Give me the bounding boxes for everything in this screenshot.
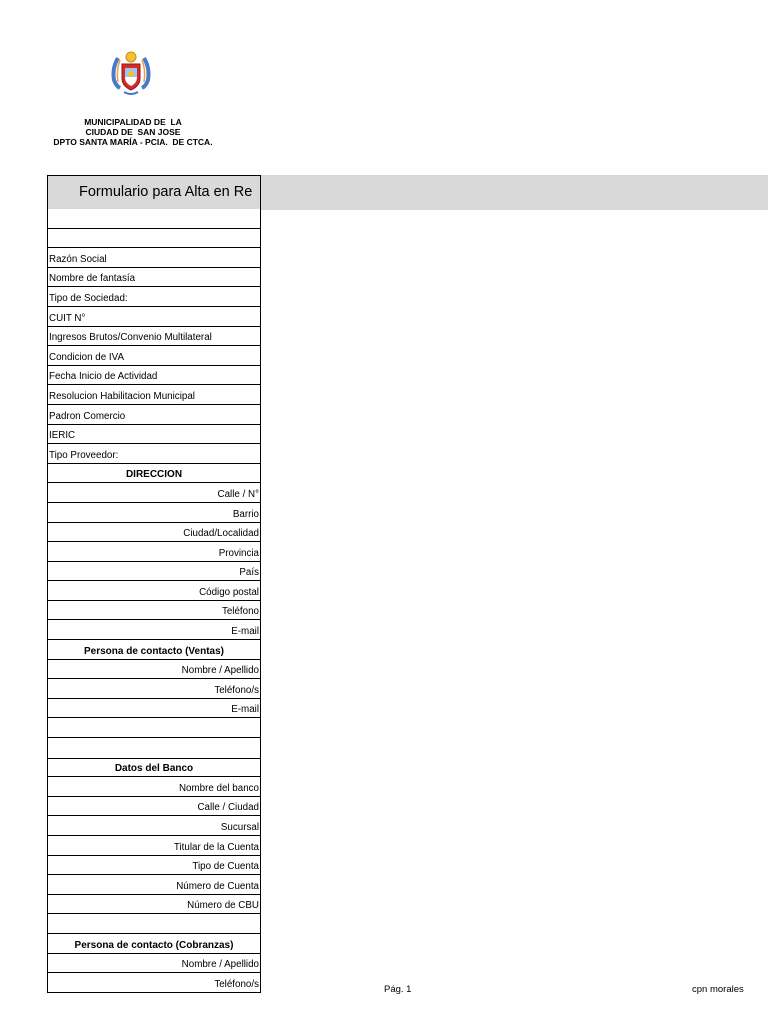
form-field-row[interactable]: Tipo Proveedor: — [47, 444, 261, 464]
organization-name — [40, 117, 226, 147]
form-field-row[interactable]: Padron Comercio — [47, 405, 261, 425]
form-field-row[interactable]: E-mail — [47, 699, 261, 719]
title-band — [260, 175, 768, 210]
form-field-row[interactable]: Fecha Inicio de Actividad — [47, 366, 261, 386]
form-field-row[interactable]: Nombre del banco — [47, 777, 261, 797]
form-field-row[interactable]: Tipo de Sociedad: — [47, 287, 261, 307]
section-header: Persona de contacto (Cobranzas) — [47, 934, 261, 954]
page-number: Pág. 1 — [384, 984, 412, 995]
blank-row — [47, 718, 261, 738]
form-field-row[interactable]: Calle / N° — [47, 483, 261, 503]
form-field-row[interactable]: Sucursal — [47, 816, 261, 836]
form-field-row[interactable]: CUIT N° — [47, 307, 261, 327]
form-field-row[interactable]: Ingresos Brutos/Convenio Multilateral — [47, 327, 261, 347]
form-field-row[interactable]: Nombre / Apellido — [47, 660, 261, 680]
form-field-row[interactable]: Calle / Ciudad — [47, 797, 261, 817]
form-title-cell — [47, 175, 261, 209]
blank-row — [47, 229, 261, 249]
org-line: CIUDAD DE SAN JOSE — [85, 127, 181, 137]
form-field-row[interactable]: Titular de la Cuenta — [47, 836, 261, 856]
form-field-row[interactable]: Condicion de IVA — [47, 346, 261, 366]
form-field-row[interactable]: Nombre de fantasía — [47, 268, 261, 288]
section-header: Persona de contacto (Ventas) — [47, 640, 261, 660]
blank-row — [47, 914, 261, 934]
form-field-row[interactable]: IERIC — [47, 425, 261, 445]
org-line: MUNICIPALIDAD DE LA — [84, 117, 182, 127]
form-field-row[interactable]: Número de Cuenta — [47, 875, 261, 895]
form-field-row[interactable]: Número de CBU — [47, 895, 261, 915]
blank-row — [47, 738, 261, 758]
footer-author: cpn morales — [692, 984, 744, 995]
form-table — [47, 209, 261, 993]
form-field-row[interactable]: País — [47, 562, 261, 582]
form-field-row[interactable]: Tipo de Cuenta — [47, 856, 261, 876]
form-title: Formulario para Alta en Re — [79, 184, 253, 200]
form-field-row[interactable]: Teléfono/s — [47, 973, 261, 993]
form-field-row[interactable]: Provincia — [47, 542, 261, 562]
form-field-row[interactable]: Nombre / Apellido — [47, 954, 261, 974]
form-field-row[interactable]: E-mail — [47, 620, 261, 640]
form-field-row[interactable]: Teléfono — [47, 601, 261, 621]
form-field-row[interactable]: Teléfono/s — [47, 679, 261, 699]
municipal-crest-icon — [104, 46, 158, 100]
form-field-row[interactable]: Código postal — [47, 581, 261, 601]
section-header: DIRECCION — [47, 464, 261, 484]
form-field-row[interactable]: Ciudad/Localidad — [47, 523, 261, 543]
section-header: Datos del Banco — [47, 758, 261, 778]
form-field-row[interactable]: Razón Social — [47, 248, 261, 268]
blank-row — [47, 209, 261, 229]
form-field-row[interactable]: Barrio — [47, 503, 261, 523]
org-line: DPTO SANTA MARÍA - PCIA. DE CTCA. — [53, 137, 213, 147]
form-field-row[interactable]: Resolucion Habilitacion Municipal — [47, 385, 261, 405]
